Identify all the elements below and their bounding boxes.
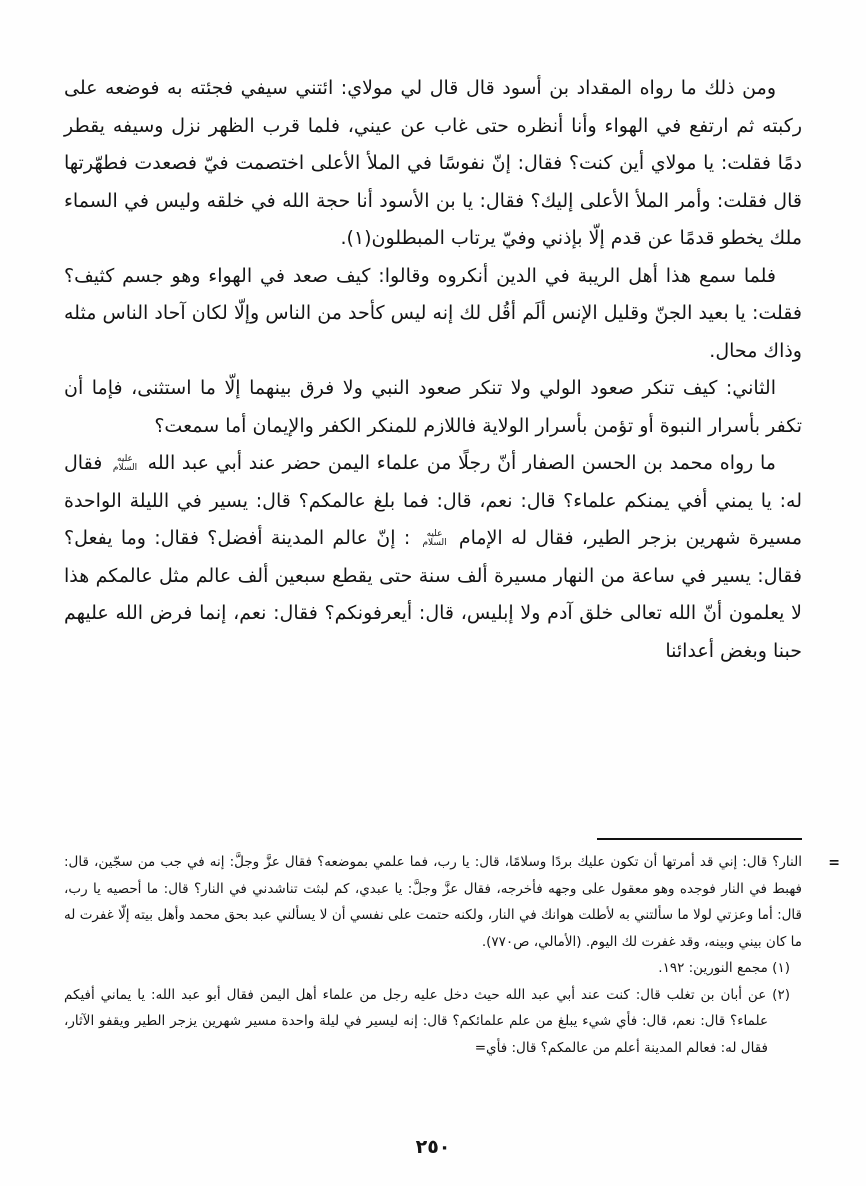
paragraph-4-text-a: ما رواه محمد بن الحسن الصفار أنّ رجلًا من علماء اليمن حضر عند أبي عبد الله	[147, 452, 776, 474]
page-number: ٢٥٠	[415, 1136, 451, 1158]
footnote-item-1	[64, 955, 802, 982]
footnote-item-2	[64, 982, 802, 1062]
paragraph-4-text-b: فقال له: يا يمني أفي يمنكم علماء؟ قال: نعم، قال: فما بلغ عالمكم؟ قال: يسير في الليلة الواحدة مسيرة شهرين بزجر الطير، فقال له الإمام	[64, 452, 802, 549]
footnote-number: (١)	[772, 960, 790, 976]
continuation-marker: =	[828, 855, 840, 871]
footnote-continuation: النار؟ قال: إني قد أمرتها أن تكون عليك بردًا وسلامًا، قال: يا رب، فما علمي بموضعه؟ فقال عزَّ وجلَّ: إنه في جب من سجّين، قال: فهبط في النار فوجده وهو معقول على وجهه فأخرجه، فقال عزَّ وجلَّ: يا عبدي، كم لبثت تناشدني في النار؟ قال: ما أحصيه يا رب، قال: أما وعزتي لولا ما سألتني به لأطلت هوانك في النار، ولكنه حتمت على نفسي أن لا يسألني عبد بحق محمد وأهل بيته إلّا غفرت له ما كان بيني وبينه، وقد غفرت لك اليوم. (الأمالي، ص٧٧٠).	[64, 854, 802, 950]
paragraph-4	[64, 445, 802, 670]
honorific-symbol: عليه السلام	[422, 528, 447, 548]
footnote-area	[64, 838, 840, 1061]
paragraph-2: فلما سمع هذا أهل الريبة في الدين أنكروه وقالوا: كيف صعد في الهواء وهو جسم كثيف؟ فقلت: يا بعيد الجنّ وقليل الإنس ألَم أقُل لك إنه ليس كأحد من الناس وإلّا لكان آحاد الناس مثله وذاك محال.	[64, 264, 802, 362]
footnote-text: مجمع النورين: ١٩٢.	[658, 960, 768, 976]
footnote-text: عن أبان بن تغلب قال: كنت عند أبي عبد الله حيث دخل عليه رجل من علماء أهل اليمن فقال أبو عبد الله: يا يماني أفيكم علماء؟ قال: نعم، قال: فأي شيء يبلغ من علم علمائكم؟ قال: إنه ليسير في ليلة واحدة مسير شهرين يزجر الطير ويقفو الآثار، فقال له: فعالم المدينة أعلم من عالمكم؟ قال: فأي=	[64, 986, 768, 1056]
footnote-number: (٢)	[772, 986, 790, 1003]
footnote-separator-rule	[597, 838, 802, 840]
paragraph-1: ومن ذلك ما رواه المقداد بن أسود قال قال لي مولاي: ائتني سيفي فجئته به فوضعه على ركبته ثم ارتفع في الهواء وأنا أنظره حتى غاب عن عيني، فلما قرب الظهر نزل وسيفه يقطر دمًا فقلت: يا مولاي أين كنت؟ فقال: إنّ نفوسًا في الملأ الأعلى اختصمت فيّ فصعدت فطهّرتها قال فقلت: وأمر الملأ الأعلى إليك؟ فقال: يا بن الأسود أنا حجة الله في خلقه وليس في السماء ملك يخطو قدمًا عن قدم إلّا بإذني وفيّ يرتاب المبطلون(١).	[64, 77, 802, 249]
honorific-symbol: عليه السلام	[112, 453, 138, 473]
paragraph-4-text-c: : إنّ عالم المدينة أفضل؟ فقال: وما يفعل؟ فقال: يسير في ساعة من النهار مسيرة ألف سنة حتى يقطع سبعين ألف عالم مثل عالمكم هذا لا يعلمون أنّ الله تعالى خلق آدم ولا إبليس، قال: أيعرفونكم؟ فقال: نعم، إنما فرض الله عليهم حبنا وبغض أعدائنا	[64, 527, 802, 662]
paragraph-3: الثاني: كيف تنكر صعود الولي ولا تنكر صعود النبي ولا فرق بينهما إلّا ما استثنى، فإما أن تكفر بأسرار النبوة أو تؤمن بأسرار الولاية فاللازم للمنكر الكفر والإيمان أما سمعت؟	[64, 377, 802, 437]
main-text-block	[64, 70, 802, 670]
